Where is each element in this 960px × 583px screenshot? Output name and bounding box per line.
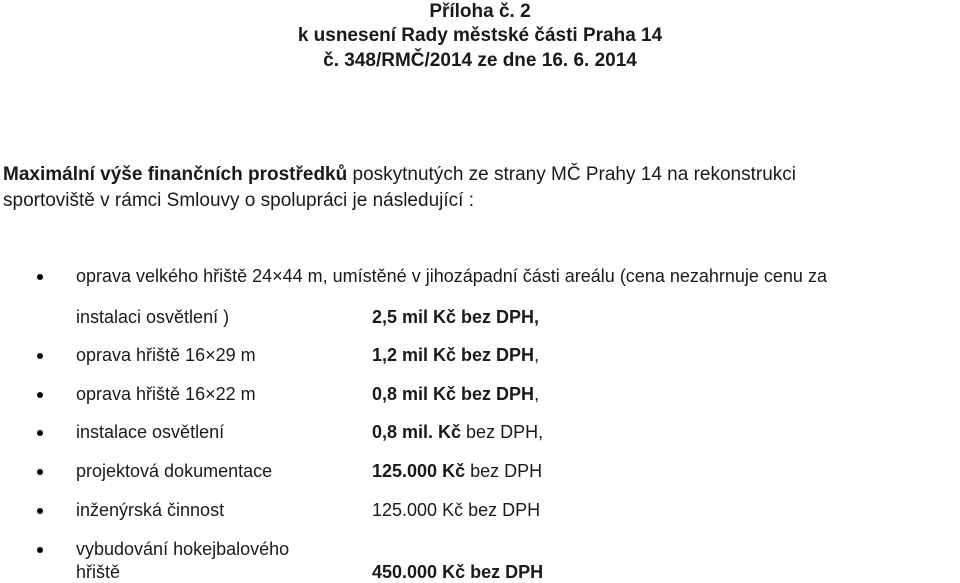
list-item-label: projektová dokumentace	[76, 461, 273, 481]
bullet-icon	[37, 274, 43, 280]
list-item-value: 450.000 Kč bez DPH	[372, 562, 544, 582]
bullet-icon	[37, 547, 43, 553]
list-item-label: instalace osvětlení	[76, 422, 225, 442]
list-item-label: vybudování hokejbalového	[76, 539, 290, 559]
list-item-value: 0,8 mil Kč bez DPH,	[372, 384, 540, 404]
resolution-reference: k usnesení Rady městské části Praha 14	[297, 25, 663, 46]
list-item-value: 125.000 Kč bez DPH	[372, 461, 543, 481]
list-item-label: oprava velkého hřiště 24×44 m, umístěné v jihozápadní části areálu (cena nezahrnuje cenu za	[76, 266, 827, 286]
list-item-label: inženýrská činnost	[76, 500, 225, 520]
bullet-icon	[37, 508, 43, 514]
bullet-icon	[37, 353, 43, 359]
list-item-value: 1,2 mil Kč bez DPH,	[372, 345, 540, 365]
list-item-label-continued: hřiště	[76, 562, 121, 582]
intro-line-2: sportoviště v rámci Smlouvy o spolupráci je následující :	[3, 190, 474, 211]
list-item-label: oprava hřiště 16×22 m	[76, 384, 256, 404]
list-item-value: 2,5 mil Kč bez DPH,	[372, 307, 540, 327]
list-item-label: oprava hřiště 16×29 m	[76, 345, 256, 365]
list-item-label-continued: instalaci osvětlení )	[76, 307, 230, 327]
intro-bold-text: Maximální výše finančních prostředků	[3, 164, 348, 185]
intro-rest-text: poskytnutých ze strany MČ Prahy 14 na rekonstrukci	[347, 164, 797, 185]
bullet-icon	[37, 469, 43, 475]
bullet-icon	[37, 392, 43, 398]
resolution-number-date: č. 348/RMČ/2014 ze dne 16. 6. 2014	[323, 50, 637, 71]
list-item-value: 125.000 Kč bez DPH	[372, 500, 541, 520]
attachment-title: Příloha č. 2	[429, 1, 531, 22]
list-item-value: 0,8 mil. Kč bez DPH,	[372, 422, 544, 442]
bullet-icon	[37, 430, 43, 436]
